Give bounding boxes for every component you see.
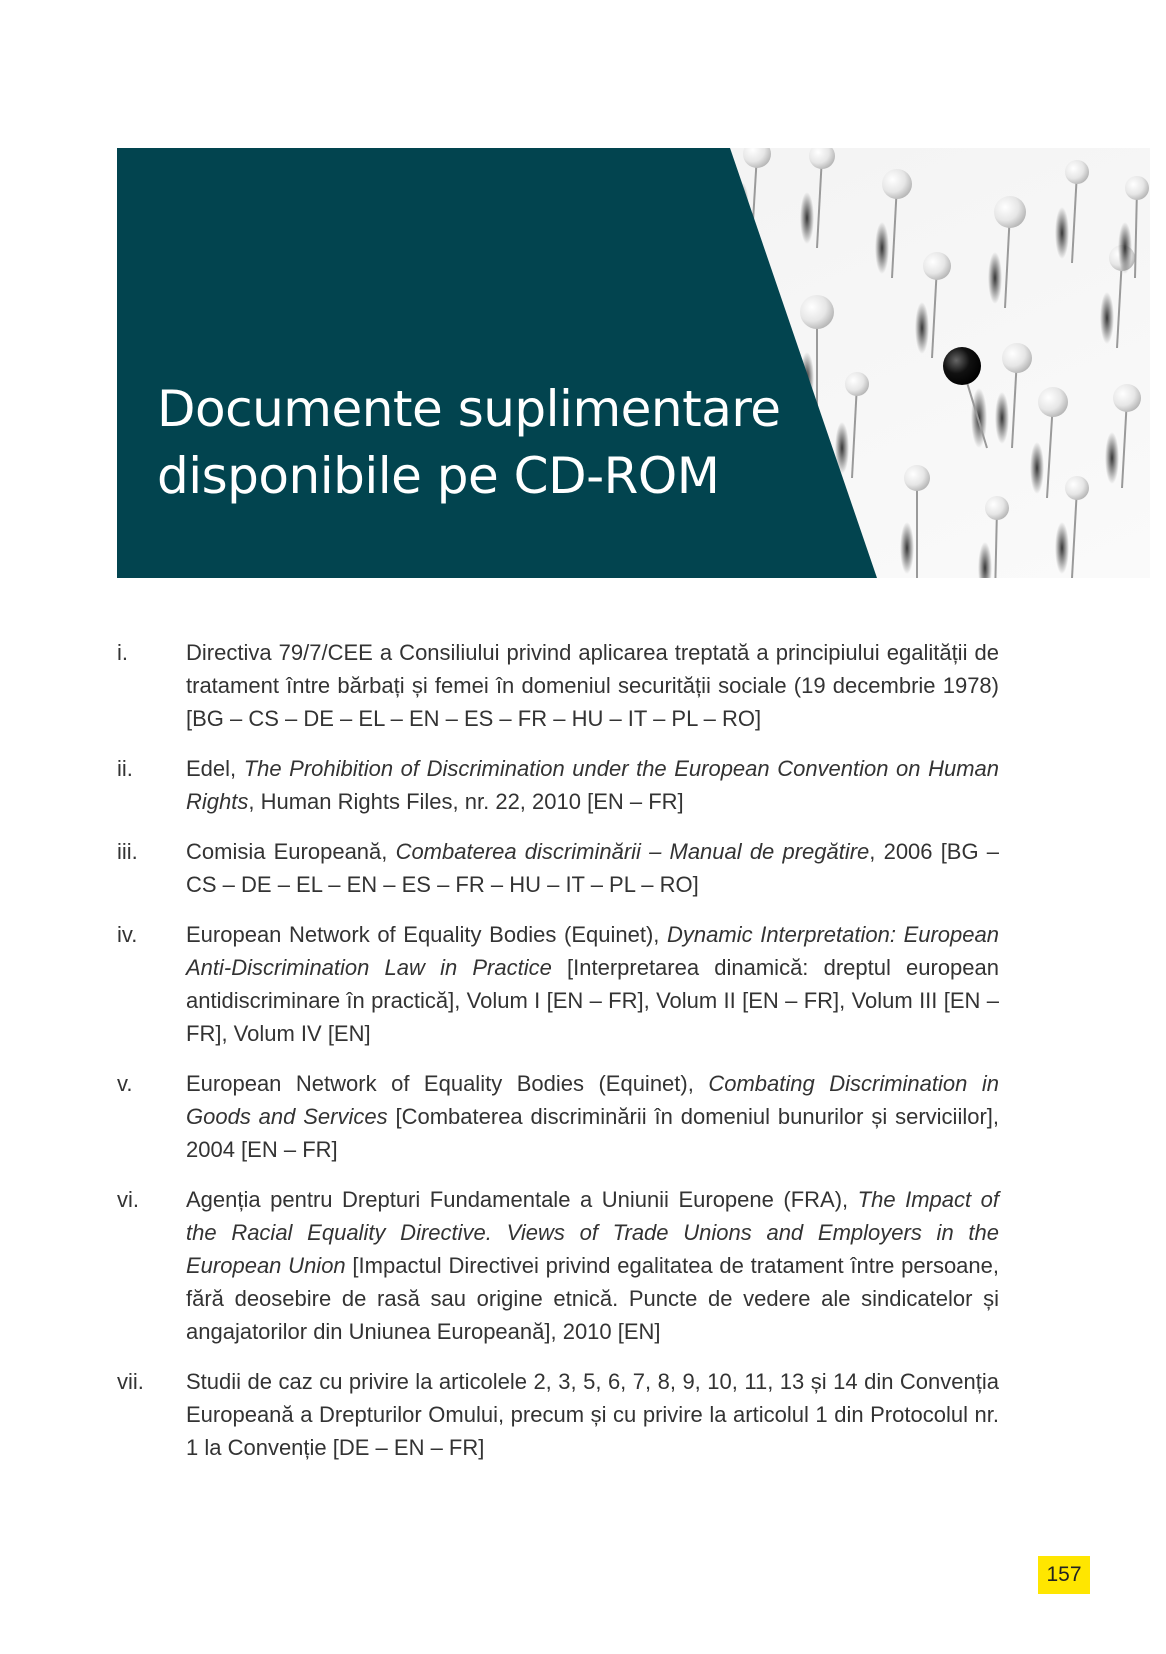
item-text [186,835,999,901]
item-text-part: [Impactul Directivei privind egalitatea de tratament între persoane, fără deosebire de rasă sau origine etnică. Puncte de vedere ale sindicatelor și angajatorilor din Uniunea Europeană], 2010 [EN] [186,1253,1000,1344]
pin-head [845,372,869,396]
item-text-part: , Human Rights Files, nr. 22, 2010 [EN – FR] [248,789,684,814]
list-item [117,636,999,735]
pin-shadow [1055,207,1069,259]
item-title-italic: Combaterea discriminării – Manual de pregătire [395,839,870,864]
item-number: v. [117,1071,133,1096]
list-item [117,1067,999,1166]
item-number: i. [117,640,128,665]
pin-shadow [875,222,889,274]
pin-shadow [1030,442,1044,494]
item-text-part: European Network of Equality Bodies (Equinet), [186,1071,709,1096]
black-pin-head [943,347,981,385]
list-item [117,835,999,901]
item-text [186,1183,999,1348]
item-text [186,918,999,1050]
pin-shadow [988,252,1002,304]
pin-head [985,496,1009,520]
pin-head [904,465,930,491]
item-title-italic: Combating Discrimination in Goods and Services [186,1071,999,1129]
item-text [186,636,999,735]
pin-head [1125,176,1149,200]
item-number: iv. [117,922,138,947]
item-number: vii. [117,1369,144,1394]
pin-head [1038,387,1068,417]
item-number: iii. [117,839,138,864]
item-text [186,752,999,818]
page-title [157,376,781,510]
pin-shadow [995,392,1009,444]
pin-head [1113,384,1141,412]
list-item [117,918,999,1050]
pin-head [994,196,1026,228]
pin-head [882,169,912,199]
item-text [186,1067,999,1166]
item-text-part: Studii de caz cu privire la articolele 2, 3, 5, 6, 7, 8, 9, 10, 11, 13 și 14 din Convenția Europeană a Drepturilor Omului, precum și cu privire la articolul 1 din Protocolul nr. 1 la Convenție [DE – EN – FR] [186,1369,999,1460]
title-line-1: Documente suplimentare [157,380,781,438]
list-item [117,1183,999,1348]
list-item [117,752,999,818]
pin-shadow [800,192,814,244]
pins-photo-icon [117,148,1150,578]
pin-shadow [900,522,914,574]
item-number: ii. [117,756,133,781]
item-text-part: [Combaterea discriminării în domeniul bunurilor și serviciilor], 2004 [EN – FR] [186,1104,1000,1162]
item-text-part: European Network of Equality Bodies (Equinet), [186,922,668,947]
item-text [186,1365,999,1464]
pin-head [1065,160,1089,184]
list-item [117,1365,999,1464]
pin-shadow [1105,432,1119,484]
page-number: 157 [1038,1556,1090,1594]
item-text-part: Edel, [186,756,244,781]
item-title-italic: The Impact of the Racial Equality Directive. Views of Trade Unions and Employers in the European Union [186,1187,999,1278]
item-text-part: [Interpretarea dinamică: dreptul european antidiscriminare în practică], Volum I [EN – FR], Volum II [EN – FR], Volum III [EN – FR], Volum IV [EN] [186,955,999,1046]
item-title-italic: Dynamic Interpretation: European Anti-Discrimination Law in Practice [186,922,999,980]
pin-head [1002,343,1032,373]
pin-shadow [1100,292,1114,344]
item-text-part: Comisia Europeană, [186,839,396,864]
item-text-part: Agenția pentru Drepturi Fundamentale a Uniunii Europene (FRA), [186,1187,858,1212]
pin-head [1065,476,1089,500]
pin-shadow [1118,222,1132,274]
pin-shadow [1055,522,1069,574]
item-text-part: , 2006 [BG – CS – DE – EL – EN – ES – FR – HU – IT – PL – RO] [186,839,999,897]
item-text-part: Directiva 79/7/CEE a Consiliului privind aplicarea treptată a principiului egalității de tratament între bărbați și femei în domeniul securității sociale (19 decembrie 1978) [BG – CS – DE – EL – EN – ES – FR – HU – IT – PL – RO] [186,640,999,731]
document-list [117,636,999,1481]
chapter-banner [117,148,1150,578]
pin-head [800,295,834,329]
item-number: vi. [117,1187,139,1212]
pin-shadow [915,302,929,354]
title-line-2: disponibile pe CD-ROM [157,447,720,505]
item-title-italic: The Prohibition of Discrimination under the European Convention on Human Rights [186,756,999,814]
pin-head [923,252,951,280]
